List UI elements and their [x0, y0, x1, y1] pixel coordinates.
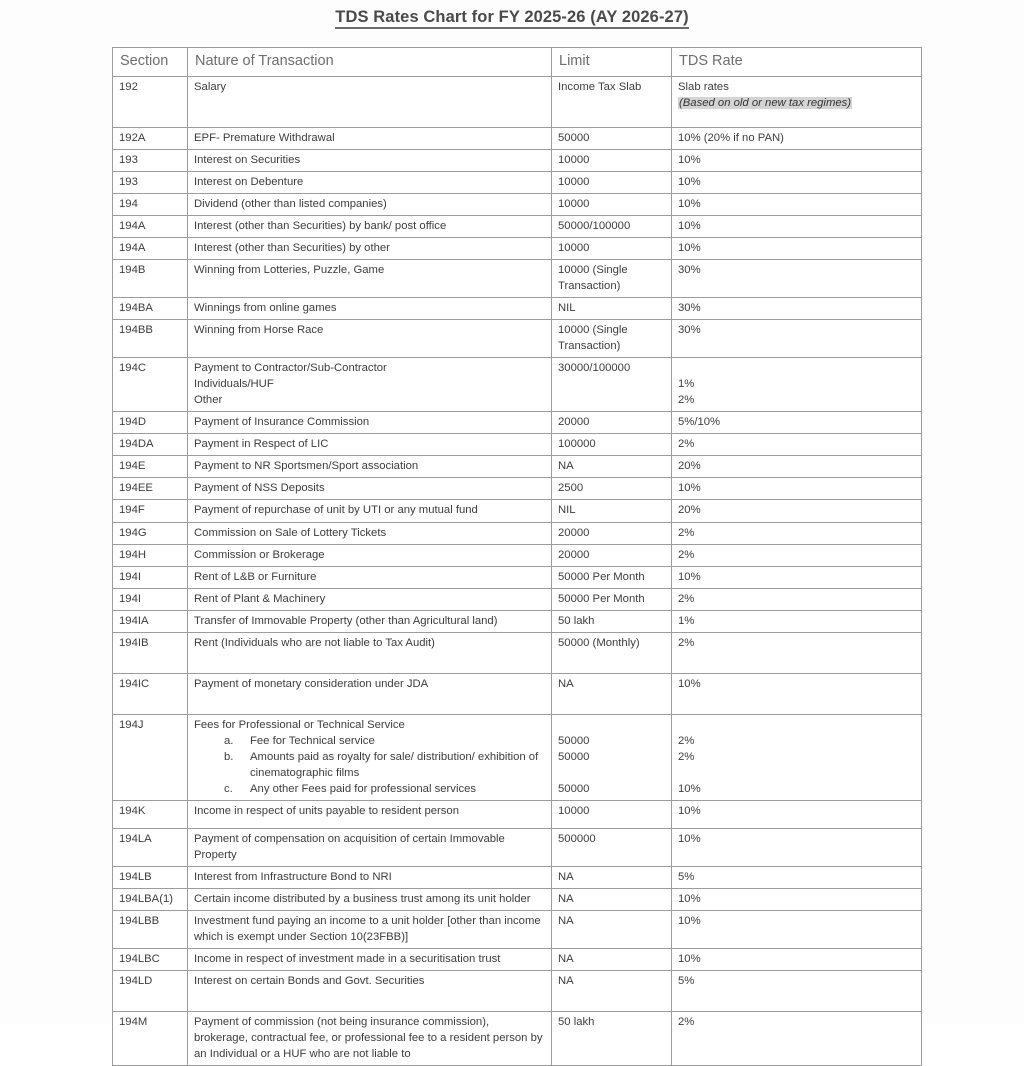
cell-section: 194IC	[113, 673, 188, 714]
cell-limit: 10000	[552, 238, 672, 260]
tds-rates-table-wrapper	[112, 47, 921, 1066]
cell-section: 194M	[113, 1012, 188, 1066]
table-row	[113, 456, 922, 478]
cell-section: 194K	[113, 800, 188, 828]
table-row	[113, 632, 922, 673]
rate-spacer	[678, 360, 916, 376]
cell-section: 194DA	[113, 434, 188, 456]
table-row	[113, 171, 922, 193]
cell-section: 194F	[113, 500, 188, 522]
sub-item-marker: b.	[224, 750, 234, 763]
cell-limit: 20000	[552, 522, 672, 544]
cell-limit	[552, 714, 672, 800]
cell-limit: Income Tax Slab	[552, 76, 672, 127]
cell-rate: 2%	[672, 522, 922, 544]
table-row	[113, 673, 922, 714]
table-row	[113, 800, 922, 828]
cell-section: 194G	[113, 522, 188, 544]
cell-limit: 20000	[552, 412, 672, 434]
column-header-limit: Limit	[552, 48, 672, 77]
cell-nature: EPF- Premature Withdrawal	[188, 127, 552, 149]
cell-nature: Salary	[188, 76, 552, 127]
cell-section: 194LBC	[113, 949, 188, 971]
cell-rate: 30%	[672, 298, 922, 320]
cell-nature: Dividend (other than listed companies)	[188, 194, 552, 216]
cell-rate: 10% (20% if no PAN)	[672, 127, 922, 149]
cell-section: 194D	[113, 412, 188, 434]
cell-rate: 1%	[672, 610, 922, 632]
cell-limit: 10000	[552, 149, 672, 171]
cell-rate: 10%	[672, 478, 922, 500]
sub-item-marker: a.	[224, 734, 234, 747]
cell-rate: 5%	[672, 971, 922, 1012]
cell-section: 193	[113, 171, 188, 193]
cell-section: 194H	[113, 544, 188, 566]
rate-spacer	[678, 717, 916, 733]
table-row	[113, 949, 922, 971]
cell-nature: Income in respect of investment made in a securitisation trust	[188, 949, 552, 971]
cell-rate: 5%	[672, 866, 922, 888]
table-row	[113, 714, 922, 800]
cell-limit: 50000	[552, 127, 672, 149]
limit-spacer	[558, 765, 666, 781]
table-row	[113, 149, 922, 171]
cell-limit: NIL	[552, 298, 672, 320]
cell-limit: 50000 (Monthly)	[552, 632, 672, 673]
cell-section: 192	[113, 76, 188, 127]
cell-rate: 10%	[672, 673, 922, 714]
cell-section: 193	[113, 149, 188, 171]
cell-section: 194J	[113, 714, 188, 800]
table-row	[113, 544, 922, 566]
cell-limit: 50000/100000	[552, 216, 672, 238]
cell-limit: 10000	[552, 194, 672, 216]
limit-value: 50000	[558, 782, 590, 795]
rate-value: 10%	[678, 782, 701, 795]
sub-item-text: Fee for Technical service	[250, 734, 375, 747]
limit-spacer	[558, 717, 666, 733]
cell-section: 194LA	[113, 828, 188, 866]
column-header-rate: TDS Rate	[672, 48, 922, 77]
cell-section: 194BB	[113, 320, 188, 358]
cell-rate: 2%	[672, 588, 922, 610]
page-title-text: TDS Rates Chart for FY 2025-26 (AY 2026-27)	[335, 8, 688, 29]
cell-nature: Commission or Brokerage	[188, 544, 552, 566]
sub-item-marker: c.	[224, 782, 233, 795]
cell-limit: 20000	[552, 544, 672, 566]
cell-limit: 50 lakh	[552, 610, 672, 632]
table-row	[113, 866, 922, 888]
cell-rate: 10%	[672, 911, 922, 949]
cell-rate: 2%	[672, 1012, 922, 1066]
sub-item	[194, 781, 546, 797]
rate-spacer	[678, 765, 916, 781]
cell-section: 194	[113, 194, 188, 216]
table-row	[113, 194, 922, 216]
table-row	[113, 971, 922, 1012]
table-row	[113, 522, 922, 544]
nature-line: Payment to Contractor/Sub-Contractor	[194, 362, 387, 375]
cell-rate: 20%	[672, 500, 922, 522]
table-body	[113, 76, 922, 1065]
cell-rate: 2%	[672, 632, 922, 673]
limit-value: 50000	[558, 750, 590, 763]
cell-nature	[188, 358, 552, 412]
cell-section: 194E	[113, 456, 188, 478]
cell-rate: 10%	[672, 171, 922, 193]
table-row	[113, 298, 922, 320]
limit-value: 50000	[558, 734, 590, 747]
cell-nature	[188, 714, 552, 800]
table-row	[113, 76, 922, 127]
cell-rate: 10%	[672, 194, 922, 216]
cell-limit: 10000 (Single Transaction)	[552, 260, 672, 298]
nature-line: Other	[194, 394, 223, 407]
column-header-nature: Nature of Transaction	[188, 48, 552, 77]
cell-nature: Winnings from online games	[188, 298, 552, 320]
table-row	[113, 260, 922, 298]
cell-section: 194LBB	[113, 911, 188, 949]
cell-nature: Payment of compensation on acquisition of certain Immovable Property	[188, 828, 552, 866]
cell-nature: Interest (other than Securities) by bank/ post office	[188, 216, 552, 238]
cell-rate	[672, 76, 922, 127]
table-row	[113, 412, 922, 434]
rate-value: 2%	[678, 734, 695, 747]
cell-limit: NA	[552, 971, 672, 1012]
cell-rate: 2%	[672, 434, 922, 456]
cell-limit: NA	[552, 911, 672, 949]
cell-limit: 10000	[552, 171, 672, 193]
cell-section: 194A	[113, 216, 188, 238]
table-row	[113, 588, 922, 610]
cell-nature: Investment fund paying an income to a unit holder [other than income which is exempt under Section 10(23FBB)]	[188, 911, 552, 949]
cell-section: 194A	[113, 238, 188, 260]
cell-limit: 50 lakh	[552, 1012, 672, 1066]
cell-nature: Payment of repurchase of unit by UTI or any mutual fund	[188, 500, 552, 522]
cell-rate: 5%/10%	[672, 412, 922, 434]
cell-limit: NA	[552, 456, 672, 478]
cell-limit: NA	[552, 949, 672, 971]
cell-section: 194B	[113, 260, 188, 298]
cell-section: 194IB	[113, 632, 188, 673]
cell-nature: Payment of Insurance Commission	[188, 412, 552, 434]
table-row	[113, 127, 922, 149]
table-row	[113, 216, 922, 238]
cell-rate	[672, 358, 922, 412]
cell-section: 194C	[113, 358, 188, 412]
cell-nature: Payment of NSS Deposits	[188, 478, 552, 500]
cell-nature: Winning from Horse Race	[188, 320, 552, 358]
cell-nature: Interest on Securities	[188, 149, 552, 171]
cell-rate: 10%	[672, 889, 922, 911]
cell-nature: Winning from Lotteries, Puzzle, Game	[188, 260, 552, 298]
cell-rate: 20%	[672, 456, 922, 478]
sub-item	[194, 749, 546, 781]
cell-nature: Interest from Infrastructure Bond to NRI	[188, 866, 552, 888]
page-title	[0, 0, 1024, 28]
nature-line: Fees for Professional or Technical Service	[194, 718, 405, 731]
cell-nature: Rent of L&B or Furniture	[188, 566, 552, 588]
cell-section: 194IA	[113, 610, 188, 632]
cell-rate: 10%	[672, 566, 922, 588]
cell-section: 194LBA(1)	[113, 889, 188, 911]
cell-nature: Payment in Respect of LIC	[188, 434, 552, 456]
column-header-section: Section	[113, 48, 188, 77]
cell-nature: Transfer of Immovable Property (other than Agricultural land)	[188, 610, 552, 632]
cell-limit: NA	[552, 673, 672, 714]
cell-rate: 10%	[672, 828, 922, 866]
rate-note: (Based on old or new tax regimes)	[679, 96, 852, 109]
table-row	[113, 610, 922, 632]
cell-nature: Interest (other than Securities) by other	[188, 238, 552, 260]
cell-nature: Payment of monetary consideration under JDA	[188, 673, 552, 714]
table-header	[113, 48, 922, 77]
table-row	[113, 320, 922, 358]
table-row	[113, 238, 922, 260]
sub-item-list	[194, 733, 546, 797]
cell-limit: 100000	[552, 434, 672, 456]
cell-section: 194LD	[113, 971, 188, 1012]
cell-rate: 10%	[672, 149, 922, 171]
table-row	[113, 889, 922, 911]
cell-rate: 10%	[672, 800, 922, 828]
cell-section: 192A	[113, 127, 188, 149]
cell-nature: Payment of commission (not being insurance commission), brokerage, contractual fee, or professional fee to a resident person by an Individual or a HUF who are not liable to	[188, 1012, 552, 1066]
cell-section: 194I	[113, 588, 188, 610]
cell-nature: Income in respect of units payable to resident person	[188, 800, 552, 828]
sub-item-text: Any other Fees paid for professional services	[250, 782, 477, 795]
cell-nature: Certain income distributed by a business trust among its unit holder	[188, 889, 552, 911]
cell-limit: 2500	[552, 478, 672, 500]
cell-section: 194I	[113, 566, 188, 588]
cell-rate: 2%	[672, 544, 922, 566]
rate-value: 1%	[678, 378, 695, 391]
cell-limit: 50000 Per Month	[552, 588, 672, 610]
cell-limit: 10000 (Single Transaction)	[552, 320, 672, 358]
table-header-row	[113, 48, 922, 77]
cell-limit: 30000/100000	[552, 358, 672, 412]
cell-nature: Rent of Plant & Machinery	[188, 588, 552, 610]
cell-rate: 30%	[672, 320, 922, 358]
cell-rate	[672, 714, 922, 800]
rate-value: 2%	[678, 750, 695, 763]
cell-nature: Interest on Debenture	[188, 171, 552, 193]
cell-limit: NA	[552, 866, 672, 888]
cell-nature: Payment to NR Sportsmen/Sport association	[188, 456, 552, 478]
cell-section: 194BA	[113, 298, 188, 320]
cell-limit: NA	[552, 889, 672, 911]
table-row	[113, 911, 922, 949]
cell-limit: NIL	[552, 500, 672, 522]
cell-limit: 10000	[552, 800, 672, 828]
cell-nature: Rent (Individuals who are not liable to Tax Audit)	[188, 632, 552, 673]
tds-rates-table	[112, 47, 922, 1066]
cell-section: 194LB	[113, 866, 188, 888]
cell-nature: Commission on Sale of Lottery Tickets	[188, 522, 552, 544]
rate-value: Slab rates	[678, 80, 729, 93]
cell-nature: Interest on certain Bonds and Govt. Securities	[188, 971, 552, 1012]
cell-limit: 500000	[552, 828, 672, 866]
table-row	[113, 478, 922, 500]
rate-value: 2%	[678, 394, 695, 407]
cell-rate: 30%	[672, 260, 922, 298]
table-row	[113, 434, 922, 456]
sub-item	[194, 733, 546, 749]
cell-section: 194EE	[113, 478, 188, 500]
table-row	[113, 500, 922, 522]
table-row	[113, 1012, 922, 1066]
nature-line: Individuals/HUF	[194, 378, 274, 391]
cell-rate: 10%	[672, 949, 922, 971]
cell-rate: 10%	[672, 216, 922, 238]
table-row	[113, 566, 922, 588]
cell-rate: 10%	[672, 238, 922, 260]
table-row	[113, 828, 922, 866]
sub-item-text: Amounts paid as royalty for sale/ distribution/ exhibition of cinematographic films	[250, 750, 539, 779]
cell-limit: 50000 Per Month	[552, 566, 672, 588]
table-row	[113, 358, 922, 412]
